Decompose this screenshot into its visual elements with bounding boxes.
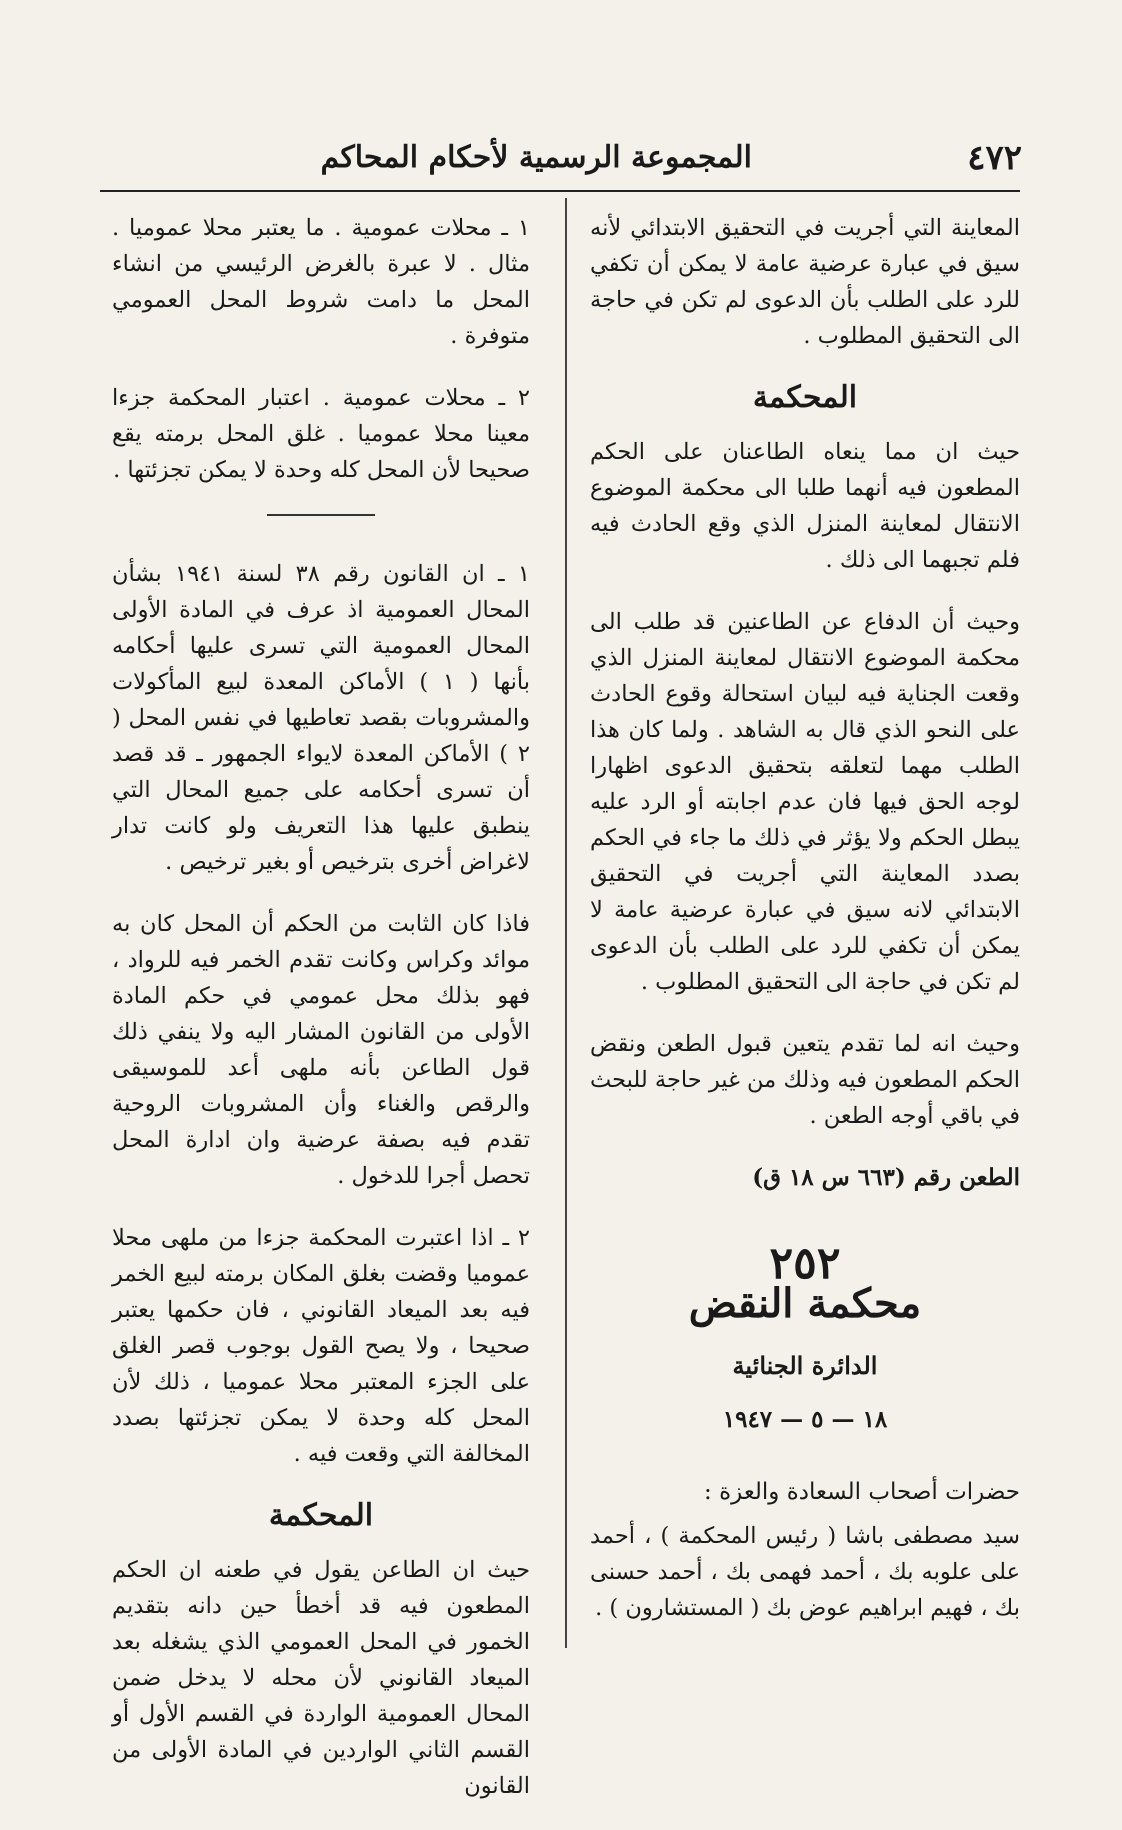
page-header: [100, 132, 1022, 192]
paragraph: ١ ـ ان القانون رقم ٣٨ لسنة ١٩٤١ بشأن المحال العمومية اذ عرف في المادة الأولى المحال العمومية التي تسرى عليها أحكامه بأنها ( ١ ) الأماكن المعدة لبيع المأكولات والمشروبات بقصد تعاطيها في نفس المحل ( ٢ ) الأماكن المعدة لايواء الجمهور ـ قد قصد أن تسرى أحكامه على جميع المحال التي ينطبق عليها هذا التعريف ولو كانت تدار لاغراض أخرى بترخيص أو بغير ترخيص .: [112, 561, 530, 875]
court-name: محكمة النقض: [688, 1280, 922, 1327]
page-number: ٤٧٢: [967, 138, 1022, 178]
paragraph: المعاينة التي أجريت في التحقيق الابتدائي لأنه سيق في عبارة عرضية عامة لا يمكن أن تكفي للرد على الطلب بأن الدعوى لم تكن في حاجة الى التحقيق المطلوب .: [590, 215, 1020, 349]
case-reference: الطعن رقم (٦٦٣ س ١٨ ق): [752, 1164, 1020, 1191]
ruling-number: ٢٥٢: [769, 1238, 841, 1289]
paragraph: وحيث أن الدفاع عن الطاعنين قد طلب الى محكمة الموضوع الانتقال لمعاينة المنزل الذي وقعت الجناية فيه لبيان استحالة وقوع الحادث على النحو الذي قال به الشاهد . ولما كان هذا الطلب مهما لتعلقه بتحقيق الدعوى اظهارا لوجه الحق فيها فان عدم اجابته أو الرد عليه يبطل الحكم ولا يؤثر في ذلك ما جاء في الحكم بصدد المعاينة التي أجريت في التحقيق الابتدائي لانه سيق في عبارة عرضية عامة لا يمكن أن تكفي للرد على الطلب بأن الدعوى لم تكن في حاجة الى التحقيق المطلوب .: [590, 609, 1020, 995]
section-heading: المحكمة: [752, 380, 858, 415]
section-heading: المحكمة: [268, 1498, 374, 1533]
left-column: [112, 210, 530, 1830]
header-rule: [100, 190, 1020, 192]
paragraph: وحيث انه لما تقدم يتعين قبول الطعن ونقض الحكم المطعون فيه وذلك من غير حاجة للبحث في باقي أوجه الطعن .: [590, 1031, 1020, 1129]
ruling-date: ١٨ — ٥ — ١٩٤٧: [722, 1406, 888, 1433]
paragraph: فاذا كان الثابت من الحكم أن المحل كان به موائد وكراس وكانت تقدم الخمر فيه للرواد ، فهو بذلك محل عمومي في حكم المادة الأولى من القانون المشار اليه ولا ينفي ذلك قول الطاعن بأنه ملهى أعد للموسيقى والرقص والغناء وأن المشروبات الروحية تقدم فيه بصفة عرضية وان ادارة المحل تحصل أجرا للدخول .: [112, 911, 530, 1189]
paragraph: حيث ان مما ينعاه الطاعنان على الحكم المطعون فيه أنهما طلبا الى محكمة الموضوع الانتقال لمعاينة المنزل الذي وقع الحادث فيه فلم تجبهما الى ذلك .: [590, 439, 1020, 573]
bench-intro: حضرات أصحاب السعادة والعزة :: [704, 1479, 1020, 1505]
bench-members: سيد مصطفى باشا ( رئيس المحكمة ) ، أحمد على علوبه بك ، أحمد فهمى بك ، أحمد حسنى بك ، فهيم ابراهيم عوض بك ( المستشارون ) .: [590, 1523, 1020, 1621]
column-divider: [565, 198, 567, 1648]
paragraph: ٢ ـ اذا اعتبرت المحكمة جزءا من ملهى محلا عموميا وقضت بغلق المكان برمته لبيع الخمر فيه بعد الميعاد القانوني ، فان حكمها يعتبر صحيحا ، ولا يصح القول بوجوب قصر الغلق على الجزء المعتبر محلا عموميا ، ذلك لأن المحل كله وحدة لا يمكن تجزئتها بصدد المخالفة التي وقعت فيه .: [112, 1225, 530, 1467]
running-title: المجموعة الرسمية لأحكام المحاكم: [320, 140, 752, 175]
paragraph: حيث ان الطاعن يقول في طعنه ان الحكم المطعون فيه قد أخطأ حين دانه بتقديم الخمور في المحل العمومي الذي يشغله بعد الميعاد القانوني لأن محله لا يدخل ضمن المحال العمومية الواردة في القسم الأول أو القسم الثاني الواردين في المادة الأولى من القانون: [112, 1557, 530, 1799]
summary-item: ٢ ـ محلات عمومية . اعتبار المحكمة جزءا معينا محلا عموميا . غلق المحل برمته يقع صحيحا لأن المحل كله وحدة لا يمكن تجزئتها .: [112, 385, 530, 483]
right-column: [590, 210, 1020, 1652]
separator-rule: [267, 514, 375, 516]
circuit-name: الدائرة الجنائية: [732, 1351, 878, 1380]
summary-item: ١ ـ محلات عمومية . ما يعتبر محلا عموميا . مثال . لا عبرة بالغرض الرئيسي من انشاء المحل ما دامت شروط المحل العمومي متوفرة .: [112, 215, 530, 349]
